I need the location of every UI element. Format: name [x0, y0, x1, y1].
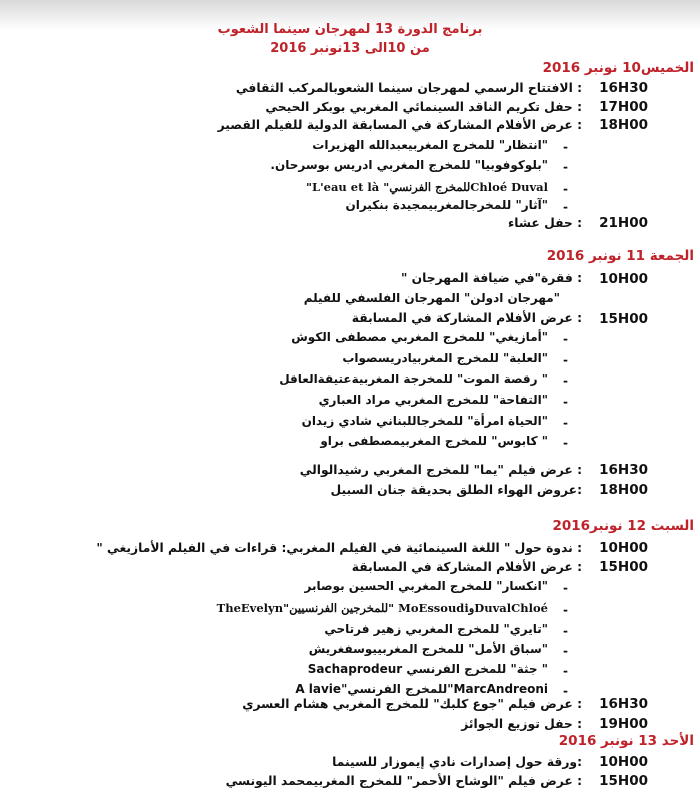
film-entry: " جثة" للمخرج الفرنسي Sachaprodeur — [307, 662, 548, 676]
film-entry: "أمازيغي" للمخرج المغربي مصطفى الكوش — [291, 330, 548, 344]
film-entry: "انكسار" للمخرج المغربي الحسين بوصابر — [304, 579, 548, 593]
list-bullet: - — [563, 644, 568, 658]
time-slot: 16H30 — [599, 462, 648, 478]
film-entry: DuvalChloéوMoEssoudi "للمخرجين الفرنسيين"TheEvelyn — [216, 601, 548, 615]
film-entry: "التفاحة" للمخرج المغربي مراد العباري — [318, 393, 548, 407]
list-bullet: - — [563, 664, 568, 678]
film-entry: "آثار" للمخرجالمغربيمجيدة بنكيران — [345, 198, 548, 212]
film-entry: "العلبة" للمخرج المغربيادريسصواب — [342, 351, 548, 365]
list-bullet: - — [563, 395, 568, 409]
event-text: : عرض فيلم "الوشاح الأحمر" للمخرج المغربيمحمد اليونسي — [225, 774, 582, 788]
film-entry: "الحياة امرأة" للمخرجاللبناني شادي زيدان — [301, 414, 548, 428]
event-text: : عرض الأفلام المشاركة في المسابقة — [351, 560, 582, 574]
film-entry: " رقصة الموت" للمخرجة المغربيةعتيقةالعاقل — [279, 372, 548, 386]
event-note: "مهرجان ادولن" المهرجان الفلسفي للفيلم — [303, 291, 560, 305]
time-slot: 10H00 — [599, 540, 648, 556]
list-bullet: - — [563, 353, 568, 367]
document-title: برنامج الدورة 13 لمهرجان سينما الشعوب — [217, 22, 483, 37]
list-bullet: - — [563, 436, 568, 450]
film-entry: "انتظار" للمخرج المغربيعبدالله الهزيرات — [312, 138, 548, 152]
event-text: :عروض الهواء الطلق بحديقة جنان السبيل — [330, 483, 582, 497]
list-bullet: - — [563, 603, 568, 617]
time-slot: 17H00 — [599, 99, 648, 115]
document-date-range: من 10الى 13نونبر 2016 — [270, 41, 430, 56]
film-entry: MarcAndreoni"للمخرج الفرنسي"A lavie — [295, 682, 548, 696]
event-text: : عرض الأفلام المشاركة في المسابقة الدولية للفيلم القصير — [217, 118, 582, 132]
list-bullet: - — [563, 684, 568, 698]
event-text: : حفل عشاء — [508, 216, 582, 230]
time-slot: 10H00 — [599, 271, 648, 287]
list-bullet: - — [563, 581, 568, 595]
film-entry: " كابوس" للمخرج المغربيمصطفى براو — [320, 434, 548, 448]
event-text: : عرض فيلم "يما" للمخرج المغربي رشيدالوالي — [299, 463, 582, 477]
time-slot: 18H00 — [599, 482, 648, 498]
event-text: : حفل تكريم الناقد السينمائي المغربي بوبكر الحيحي — [265, 100, 582, 114]
time-slot: 15H00 — [599, 311, 648, 327]
film-entry: "تايري" للمخرج المغربي زهير فرتاحي — [324, 622, 548, 636]
time-slot: 21H00 — [599, 215, 648, 231]
film-entry: "سباق الأمل" للمخرج المغربييوسفغريش — [308, 642, 548, 656]
list-bullet: - — [563, 160, 568, 174]
event-text: : عرض الأفلام المشاركة في المسابقة — [351, 311, 582, 325]
event-text: : حفل توزيع الجوائز — [461, 717, 582, 731]
time-slot: 19H00 — [599, 716, 648, 732]
list-bullet: - — [563, 416, 568, 430]
time-slot: 10H00 — [599, 754, 648, 770]
event-text: : ندوة حول " اللغة السينمائية في الفيلم المغربي: قراءات في الفيلم الأمازيغي " — [96, 541, 582, 555]
film-entry: Chloé Duvalللمخرج الفرنسي" L'eau et là" — [306, 180, 548, 194]
list-bullet: - — [563, 200, 568, 214]
day-heading-sunday: الأحد 13 نونبر 2016 — [558, 733, 694, 749]
day-heading-saturday: السبت 12 نونبر2016 — [552, 518, 694, 534]
time-slot: 15H00 — [599, 559, 648, 575]
time-slot: 18H00 — [599, 117, 648, 133]
list-bullet: - — [563, 182, 568, 196]
time-slot: 16H30 — [599, 696, 648, 712]
event-text: : عرض فيلم "جوع كلبك" للمخرج المغربي هشام العسري — [242, 697, 582, 711]
film-entry: "بلوكوفوبيا" للمخرج المغربي ادريس بوسرحان. — [270, 158, 548, 172]
time-slot: 15H00 — [599, 773, 648, 789]
event-text: : فقرة"في ضيافة المهرجان " — [400, 271, 582, 285]
event-text: :ورقة حول إصدارات نادي إيموزار للسينما — [332, 755, 582, 769]
list-bullet: - — [563, 374, 568, 388]
list-bullet: - — [563, 140, 568, 154]
list-bullet: - — [563, 624, 568, 638]
day-heading-thursday: الخميس10 نونبر 2016 — [542, 60, 694, 76]
event-text: : الافتتاح الرسمي لمهرجان سينما الشعوبالمركب الثقافي — [235, 81, 582, 95]
list-bullet: - — [563, 332, 568, 346]
time-slot: 16H30 — [599, 80, 648, 96]
day-heading-friday: الجمعة 11 نونبر 2016 — [546, 248, 694, 264]
